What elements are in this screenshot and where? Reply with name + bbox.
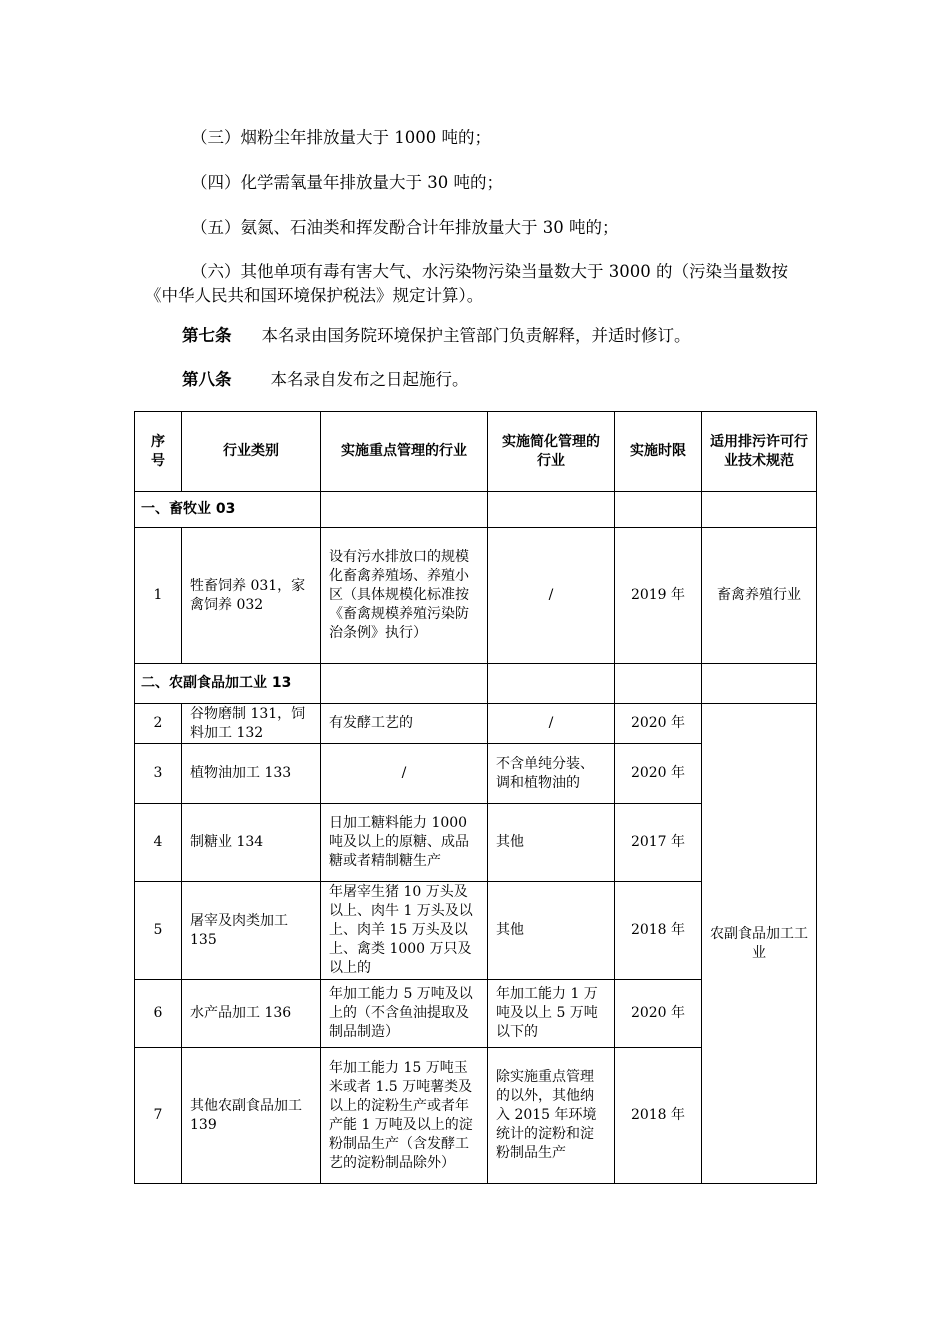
permit-catalog-table xyxy=(134,411,817,1184)
header-seq: 序号 xyxy=(135,412,182,492)
key-management-cell: 年屠宰生猪 10 万头及以上、肉牛 1 万头及以上、肉羊 15 万头及以上、禽类 1000 万只及以上的 xyxy=(321,882,488,980)
simplified-management-cell: 其他 xyxy=(488,882,615,980)
row-number: 2 xyxy=(135,704,182,744)
industry-cell: 制糖业 134 xyxy=(182,804,321,882)
simplified-management-cell: 不含单纯分装、调和植物油的 xyxy=(488,744,615,804)
period-cell: 2017 年 xyxy=(615,804,702,882)
article-7-text: 本名录由国务院环境保护主管部门负责解释，并适时修订。 xyxy=(261,326,691,345)
industry-cell: 水产品加工 136 xyxy=(182,980,321,1048)
key-management-cell: 设有污水排放口的规模化畜禽养殖场、养殖小区（具体规模化标准按《畜禽规模养殖污染防治条例》执行） xyxy=(321,528,488,664)
period-cell: 2019 年 xyxy=(615,528,702,664)
period-cell: 2020 年 xyxy=(615,980,702,1048)
article-7-heading: 第七条 xyxy=(182,326,232,345)
industry-cell: 植物油加工 133 xyxy=(182,744,321,804)
row-number: 1 xyxy=(135,528,182,664)
industry-cell: 牲畜饲养 031，家禽饲养 032 xyxy=(182,528,321,664)
industry-cell: 谷物磨制 131，饲料加工 132 xyxy=(182,704,321,744)
category-row xyxy=(135,492,817,528)
article-8 xyxy=(182,368,802,392)
simplified-management-cell: 除实施重点管理的以外，其他纳入 2015 年环境统计的淀粉和淀粉制品生产 xyxy=(488,1048,615,1184)
industry-cell: 其他农副食品加工 139 xyxy=(182,1048,321,1184)
table-header-row xyxy=(135,412,817,492)
category-row xyxy=(135,664,817,704)
spec-cell-merged: 农副食品加工工业 xyxy=(702,704,817,1184)
paragraph-item-3: （三）烟粉尘年排放量大于 1000 吨的； xyxy=(191,128,491,147)
row-number: 3 xyxy=(135,744,182,804)
row-number: 4 xyxy=(135,804,182,882)
row-number: 7 xyxy=(135,1048,182,1184)
period-cell: 2018 年 xyxy=(615,1048,702,1184)
paragraph-item-6: （六）其他单项有毒有害大气、水污染物污染当量数大于 3000 的（污染当量数按《中华人民共和国环境保护税法》规定计算）。 xyxy=(145,262,788,305)
period-cell: 2020 年 xyxy=(615,744,702,804)
period-cell: 2018 年 xyxy=(615,882,702,980)
simplified-management-cell: / xyxy=(488,528,615,664)
row-number: 5 xyxy=(135,882,182,980)
header-period: 实施时限 xyxy=(615,412,702,492)
simplified-management-cell: / xyxy=(488,704,615,744)
article-7 xyxy=(182,324,802,348)
header-simplified-management: 实施简化管理的行业 xyxy=(488,412,615,492)
header-spec: 适用排污许可行业技术规范 xyxy=(702,412,817,492)
table-row xyxy=(135,528,817,664)
key-management-cell: 日加工糖料能力 1000 吨及以上的原糖、成品糖或者精制糖生产 xyxy=(321,804,488,882)
key-management-cell: 有发酵工艺的 xyxy=(321,704,488,744)
key-management-cell: 年加工能力 15 万吨玉米或者 1.5 万吨薯类及以上的淀粉生产或者年产能 1 万吨及以上的淀粉制品生产（含发酵工艺的淀粉制品除外） xyxy=(321,1048,488,1184)
key-management-cell: / xyxy=(321,744,488,804)
article-8-text: 本名录自发布之日起施行。 xyxy=(270,370,469,389)
article-8-heading: 第八条 xyxy=(182,370,232,389)
simplified-management-cell: 其他 xyxy=(488,804,615,882)
header-industry: 行业类别 xyxy=(182,412,321,492)
table-row xyxy=(135,704,817,744)
spec-cell: 畜禽养殖行业 xyxy=(702,528,817,664)
row-number: 6 xyxy=(135,980,182,1048)
industry-cell: 屠宰及肉类加工 135 xyxy=(182,882,321,980)
key-management-cell: 年加工能力 5 万吨及以上的（不含鱼油提取及制品制造） xyxy=(321,980,488,1048)
paragraph-item-4: （四）化学需氧量年排放量大于 30 吨的； xyxy=(191,173,503,192)
category-label: 一、畜牧业 03 xyxy=(135,492,321,528)
category-label: 二、农副食品加工业 13 xyxy=(135,664,321,704)
header-key-management: 实施重点管理的行业 xyxy=(321,412,488,492)
period-cell: 2020 年 xyxy=(615,704,702,744)
simplified-management-cell: 年加工能力 1 万吨及以上 5 万吨以下的 xyxy=(488,980,615,1048)
paragraph-item-5: （五）氨氮、石油类和挥发酚合计年排放量大于 30 吨的； xyxy=(191,218,619,237)
